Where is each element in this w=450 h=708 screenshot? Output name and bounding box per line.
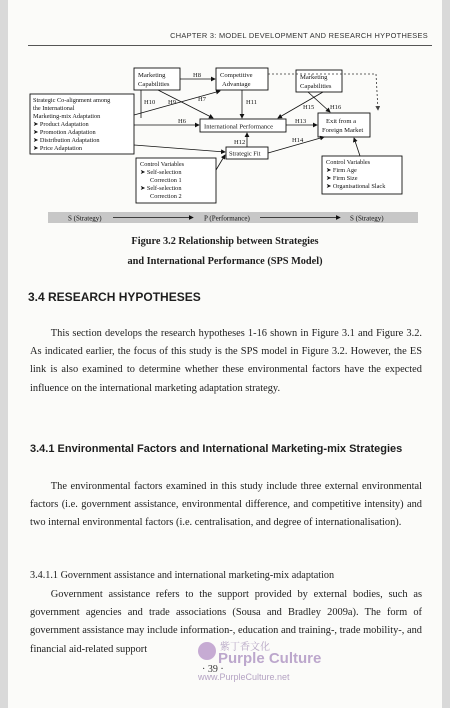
figure-caption-line-1: Figure 3.2 Relationship between Strategies bbox=[131, 236, 319, 247]
box-marketing-capabilities-left bbox=[134, 68, 180, 90]
page-number: · 39 · bbox=[202, 664, 224, 675]
watermark-logo-icon bbox=[198, 642, 216, 660]
box-international-performance bbox=[200, 119, 286, 132]
subsubsection-heading: 3.4.1.1 Government assistance and international marketing-mix adaptation bbox=[30, 570, 335, 581]
box-text: Control Variables bbox=[326, 159, 371, 166]
watermark-brand: Purple Culture bbox=[218, 650, 322, 667]
label-h14: H14 bbox=[292, 137, 304, 144]
box-text: ➤ Firm Size bbox=[326, 175, 358, 182]
box-text: Correction 1 bbox=[150, 177, 182, 184]
sps-performance: P (Performance) bbox=[204, 214, 250, 223]
box-text: ➤ Price Adaptation bbox=[33, 145, 82, 152]
label-h13: H13 bbox=[295, 118, 307, 125]
box-text: Competitive bbox=[220, 72, 253, 79]
label-h10: H10 bbox=[144, 99, 156, 106]
sps-bar bbox=[48, 212, 418, 223]
box-strategic-coalignment bbox=[30, 94, 134, 154]
box-control-variables-right bbox=[322, 156, 402, 194]
label-h6: H6 bbox=[178, 118, 186, 125]
sps-model-diagram bbox=[8, 0, 442, 240]
box-text: ➤ Organisational Slack bbox=[326, 183, 386, 190]
box-text: ➤ Self-selection bbox=[140, 169, 182, 176]
box-text: Strategic Fit bbox=[229, 150, 261, 158]
figure-caption-line-2: and International Performance (SPS Model) bbox=[127, 256, 323, 267]
box-text: Foreign Market bbox=[322, 127, 364, 134]
box-text: Strategic Co-alignment among bbox=[33, 97, 111, 104]
box-exit-foreign-market bbox=[318, 113, 370, 137]
subsection-paragraph: The environmental factors examined in this study include three external environmental factors (i.e. government assistance, environmental difference, and competitive intensity) and two internal environmental factors (i.e. centralisation, and degree of internationalisation). bbox=[30, 481, 422, 529]
label-h15: H15 bbox=[303, 104, 315, 111]
box-control-variables-left bbox=[136, 158, 216, 203]
watermark-url: www.PurpleCulture.net bbox=[198, 672, 290, 682]
box-text: Marketing bbox=[300, 74, 328, 81]
box-text: Control Variables bbox=[140, 161, 185, 168]
box-text: Capabilities bbox=[300, 83, 332, 90]
label-h12: H12 bbox=[234, 139, 246, 146]
box-text: Marketing-mix Adaptation bbox=[33, 113, 101, 120]
sps-strategy-right: S (Strategy) bbox=[350, 214, 384, 223]
box-text: ➤ Product Adaptation bbox=[33, 121, 89, 128]
box-text: ➤ Promotion Adaptation bbox=[33, 129, 96, 136]
subsubsection-paragraph: Government assistance refers to the support provided by external bodies, such as government agencies and trade associations (Sousa and Bradley 2009a). The form of government assistance may include information-, education and training-, trade mobility-, and financial aid-related support bbox=[30, 589, 422, 655]
label-h8: H8 bbox=[193, 72, 201, 79]
label-h9: H9 bbox=[168, 99, 176, 106]
box-text: International Performance bbox=[204, 123, 274, 131]
box-marketing-capabilities-right bbox=[296, 70, 342, 92]
watermark-cn-text: 紫丁香文化 bbox=[220, 642, 270, 653]
box-text: Advantage bbox=[222, 81, 251, 88]
label-h11: H11 bbox=[246, 99, 257, 106]
sps-strategy-left: S (Strategy) bbox=[68, 214, 102, 223]
label-h7: H7 bbox=[198, 96, 206, 103]
watermark bbox=[198, 638, 408, 698]
subsection-heading: 3.4.1 Environmental Factors and International Marketing-mix Strategies bbox=[30, 443, 403, 455]
section-paragraph: This section develops the research hypotheses 1-16 shown in Figure 3.1 and Figure 3.2. As indicated earlier, the focus of this study is the SPS model in Figure 3.2. However, the ES link is also examined to determine whether these environmental factors have the expected influence on the international marketing adaptation strategy. bbox=[30, 328, 422, 394]
running-header: CHAPTER 3: MODEL DEVELOPMENT AND RESEARCH HYPOTHESES bbox=[170, 31, 428, 40]
box-text: Correction 2 bbox=[150, 193, 182, 200]
label-h16: H16 bbox=[330, 104, 342, 111]
box-text: Exit from a bbox=[326, 118, 357, 125]
box-strategic-fit bbox=[226, 147, 268, 159]
section-heading: 3.4 RESEARCH HYPOTHESES bbox=[28, 290, 201, 304]
box-text: ➤ Distribution Adaptation bbox=[33, 137, 100, 144]
box-text: Marketing bbox=[138, 72, 166, 79]
box-text: ➤ Self-selection bbox=[140, 185, 182, 192]
box-text: Capabilities bbox=[138, 81, 170, 88]
box-text: ➤ Firm Age bbox=[326, 167, 357, 174]
box-text: the International bbox=[33, 105, 75, 112]
box-competitive-advantage bbox=[216, 68, 268, 90]
document-page bbox=[8, 0, 442, 708]
